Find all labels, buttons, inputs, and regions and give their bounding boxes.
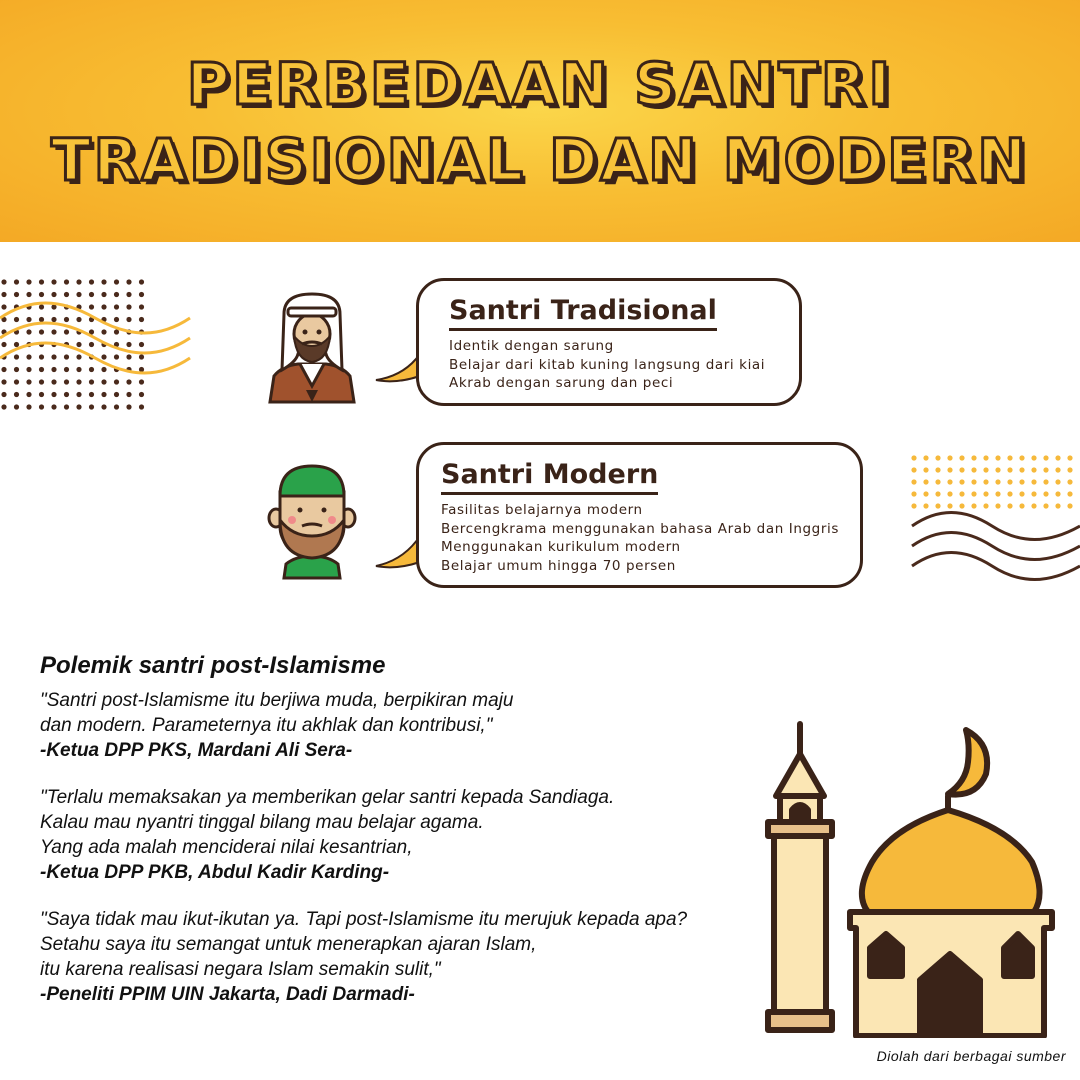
card-santri-tradisional (416, 278, 802, 406)
page-title-line-1: PERBEDAAN SANTRI (186, 50, 894, 118)
quote-source: -Ketua DPP PKS, Mardani Ali Sera- (40, 740, 353, 761)
quote-block (40, 907, 760, 1007)
page-title-line-2: TRADISIONAL DAN MODERN (51, 126, 1029, 194)
header-banner (0, 0, 1080, 242)
section-heading: Polemik santri post-Islamisme (40, 652, 386, 679)
list-item: Belajar dari kitab kuning langsung dari kiai (449, 356, 766, 373)
quote-block (40, 688, 760, 763)
modern-santri-avatar-icon (266, 462, 358, 580)
quote-source: -Ketua DPP PKB, Abdul Kadir Karding- (40, 862, 390, 883)
card-list (449, 337, 799, 393)
list-item: Fasilitas belajarnya modern (441, 502, 643, 518)
left-dots-waves-decoration (0, 276, 200, 428)
list-item: Belajar umum hingga 70 persen (441, 557, 676, 574)
list-item: Akrab dengan sarung dan peci (449, 375, 674, 391)
quote-text: "Santri post-Islamisme itu berjiwa muda, berpikiran maju dan modern. Parameternya itu akhlak dan kontribusi," (40, 690, 514, 736)
traditional-santri-avatar-icon (262, 290, 362, 406)
list-item: Bercengkrama menggunakan bahasa Arab dan Inggris (441, 520, 839, 537)
source-credit: Diolah dari berbagai sumber (876, 1048, 1066, 1064)
quote-block (40, 785, 760, 885)
bubble-tail-1 (374, 350, 422, 386)
bubble-tail-2 (374, 532, 422, 572)
mosque-icon (760, 718, 1060, 1038)
card-santri-modern (416, 442, 863, 588)
right-dots-waves-decoration (908, 452, 1080, 582)
polemik-section (40, 652, 760, 1029)
card-title: Santri Modern (441, 459, 658, 495)
quote-source: -Peneliti PPIM UIN Jakarta, Dadi Darmadi- (40, 984, 415, 1005)
card-list (441, 501, 860, 575)
quote-text: "Saya tidak mau ikut-ikutan ya. Tapi post-Islamisme itu merujuk kepada apa? Setahu saya itu semangat untuk menerapkan ajaran Islam, itu karena realisasi negara Islam semakin sulit," (40, 909, 688, 980)
list-item: Menggunakan kurikulum modern (441, 539, 681, 555)
quote-text: "Terlalu memaksakan ya memberikan gelar santri kepada Sandiaga. Kalau mau nyantri tinggal bilang mau belajar agama. Yang ada malah menciderai nilai kesantrian, (40, 787, 615, 858)
list-item: Identik dengan sarung (449, 338, 614, 354)
card-title: Santri Tradisional (449, 295, 717, 331)
